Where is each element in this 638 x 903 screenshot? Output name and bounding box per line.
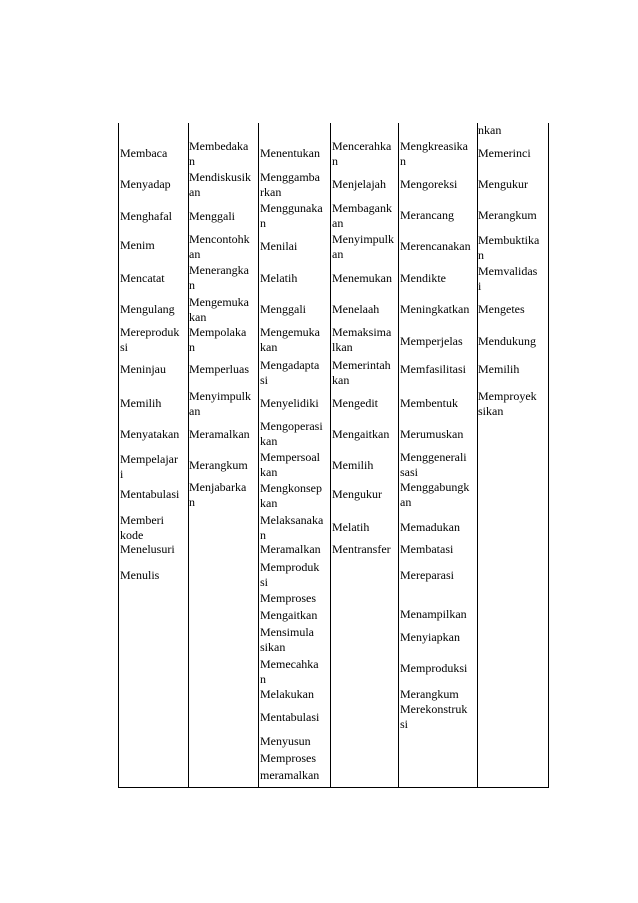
table-cell-text: Menelusuri (120, 542, 175, 556)
table-cell-text: Meramalkan (189, 427, 250, 441)
table-cell-text: n (189, 495, 195, 509)
table-cell-text: nkan (478, 123, 502, 137)
column-border (118, 123, 119, 787)
table-cell-text: Membuktika (478, 233, 540, 247)
table-cell-text: Memperjelas (400, 334, 463, 348)
table-cell-text: Mempelajar (120, 452, 178, 466)
table-cell-text: i (478, 279, 482, 293)
table-cell-text: Mengoperasi (260, 419, 323, 433)
table-cell-text: Memerinci (478, 146, 531, 160)
table-cell-text: Menggunaka (260, 201, 323, 215)
table-cell-text: kan (189, 310, 207, 324)
table-cell-text: sikan (478, 404, 504, 418)
table-cell-text: Mengemuka (189, 295, 249, 309)
table-cell-text: Menjelajah (332, 177, 386, 191)
table-cell-text: Menghafal (120, 209, 172, 223)
table-cell-text: an (400, 495, 412, 509)
table-cell-text: Mencatat (120, 271, 165, 285)
table-cell-text: Membaca (120, 146, 168, 160)
table-cell-text: kode (120, 528, 144, 542)
table-cell-text: Meninjau (120, 362, 166, 376)
table-cell-text: Membedaka (189, 139, 249, 153)
table-cell-text: Mereproduk (120, 325, 180, 339)
table-cell-text: Merangkum (478, 208, 537, 222)
table-cell-text: Menggali (189, 209, 235, 223)
table-cell-text: Mentabulasi (260, 710, 320, 724)
table-cell-text: Merangkum (189, 458, 248, 472)
table-cell-text: Memilih (120, 396, 162, 410)
table-cell-text: Menim (120, 238, 155, 252)
table-cell-text: an (189, 185, 201, 199)
table-cell-text: n (189, 154, 195, 168)
table-cell-text: sasi (400, 465, 418, 479)
table-cell-text: Mengadapta (260, 358, 320, 372)
table-cell-text: Merencanakan (400, 239, 471, 253)
table-cell-text: Mencerahka (332, 139, 392, 153)
table-cell-text: Mengaitkan (260, 608, 318, 622)
table-cell-text: kan (260, 340, 278, 354)
table-cell-text: Menyimpulk (332, 232, 394, 246)
table-cell-text: Mensimula (260, 625, 314, 639)
table-cell-text: lkan (332, 340, 353, 354)
table-cell-text: kan (332, 373, 350, 387)
table-cell-text: si (260, 575, 269, 589)
table-cell-text: Merumuskan (400, 427, 464, 441)
table-bottom-border (118, 787, 549, 788)
table-cell-text: n (189, 340, 195, 354)
table-cell-text: Menentukan (260, 146, 320, 160)
table-cell-text: Menelaah (332, 302, 380, 316)
table-cell-text: Menampilkan (400, 607, 467, 621)
table-cell-text: Mengkonsep (260, 481, 322, 495)
table-cell-text: Merekonstruk (400, 702, 468, 716)
table-cell-text: Memberi (120, 513, 164, 527)
table-cell-text: Memaksima (332, 325, 392, 339)
table-cell-text: Menyimpulk (189, 389, 251, 403)
table-cell-text: Meningkatkan (400, 302, 470, 316)
table-cell-text: Mengaitkan (332, 427, 390, 441)
table-cell-text: Memvalidas (478, 264, 538, 278)
table-cell-text: Menemukan (332, 271, 392, 285)
table-cell-text: si (120, 340, 129, 354)
table-cell-text: Melatih (332, 520, 370, 534)
table-cell-text: Menggabungk (400, 480, 470, 494)
table-cell-text: Menggali (260, 302, 306, 316)
table-cell-text: Melatih (260, 271, 298, 285)
table-cell-text: Memperluas (189, 362, 249, 376)
table-cell-text: si (400, 717, 409, 731)
table-cell-text: Menyusun (260, 734, 311, 748)
table-cell-text: Menyelidiki (260, 396, 319, 410)
table-cell-text: Mendiskusik (189, 170, 252, 184)
table-cell-text: Menilai (260, 239, 298, 253)
table-cell-text: Menggamba (260, 170, 320, 184)
table-cell-text: rkan (260, 185, 282, 199)
table-cell-text: Mereparasi (400, 568, 454, 582)
table-cell-text: Mengukur (332, 487, 382, 501)
table-cell-text: Memerintah (332, 358, 391, 372)
table-cell-text: Memadukan (400, 520, 460, 534)
table-cell-text: Menjabarka (189, 480, 247, 494)
table-cell-text: n (260, 216, 266, 230)
table-cell-text: Menyatakan (120, 427, 180, 441)
table-cell-text: Merancang (400, 208, 454, 222)
table-cell-text: n (260, 528, 266, 542)
table-cell-text: Mencontohk (189, 232, 250, 246)
table-cell-text: Membentuk (400, 396, 458, 410)
table-cell-text: i (120, 467, 124, 481)
table-cell-text: Mengemuka (260, 325, 320, 339)
table-cell-text: Mempolaka (189, 325, 247, 339)
table-cell-text: Mengukur (478, 177, 528, 191)
table-cell-text: kan (260, 434, 278, 448)
table-cell-text: Menyadap (120, 177, 171, 191)
table-cell-text: n (400, 154, 406, 168)
table-cell-text: Memilih (332, 458, 374, 472)
table-cell-text: Mengoreksi (400, 177, 458, 191)
table-cell-text: Membagank (332, 201, 392, 215)
table-cell-text: kan (260, 496, 278, 510)
table-cell-text: an (189, 247, 201, 261)
column-border (258, 123, 259, 787)
table-cell-text: Mengulang (120, 302, 175, 316)
table-cell-text: Merangkum (400, 687, 459, 701)
table-cell-text: Menyiapkan (400, 630, 460, 644)
table-cell-text: Mengedit (332, 396, 378, 410)
table-cell-text: meramalkan (260, 768, 320, 782)
table-cell-text: Menerangka (189, 263, 249, 277)
table-cell-text: Melaksanaka (260, 513, 324, 527)
table-cell-text: Menulis (120, 568, 160, 582)
table-cell-text: an (332, 247, 344, 261)
table-cell-text: Menggenerali (400, 450, 467, 464)
table-cell-text: n (260, 672, 266, 686)
table-cell-text: n (189, 278, 195, 292)
table-cell-text: Mendikte (400, 271, 446, 285)
table-cell-text: an (189, 404, 201, 418)
table-cell-text: Memproduksi (400, 661, 468, 675)
table-cell-text: Memproses (260, 751, 316, 765)
table-cell-text: Memecahka (260, 657, 319, 671)
table-cell-text: n (478, 248, 484, 262)
table-cell-text: Mentabulasi (120, 487, 180, 501)
table-cell-text: Memproses (260, 591, 316, 605)
table-cell-text: Meramalkan (260, 542, 321, 556)
table-cell-text: Mengkreasika (400, 139, 468, 153)
table-cell-text: n (332, 154, 338, 168)
table-cell-text: Mengetes (478, 302, 525, 316)
table-cell-text: si (260, 373, 269, 387)
table-cell-text: kan (260, 465, 278, 479)
table-cell-text: Memproyek (478, 389, 537, 403)
column-border (548, 123, 549, 787)
table-cell-text: Memilih (478, 362, 520, 376)
table-cell-text: Membatasi (400, 542, 454, 556)
table-cell-text: Melakukan (260, 687, 314, 701)
table-cell-text: an (332, 216, 344, 230)
table-cell-text: Mempersoal (260, 450, 320, 464)
table-cell-text: Memfasilitasi (400, 362, 466, 376)
table-cell-text: Mentransfer (332, 542, 391, 556)
table-cell-text: Memproduk (260, 560, 320, 574)
column-border (330, 123, 331, 787)
column-border (398, 123, 399, 787)
table-cell-text: sikan (260, 640, 286, 654)
table-cell-text: Mendukung (478, 334, 536, 348)
